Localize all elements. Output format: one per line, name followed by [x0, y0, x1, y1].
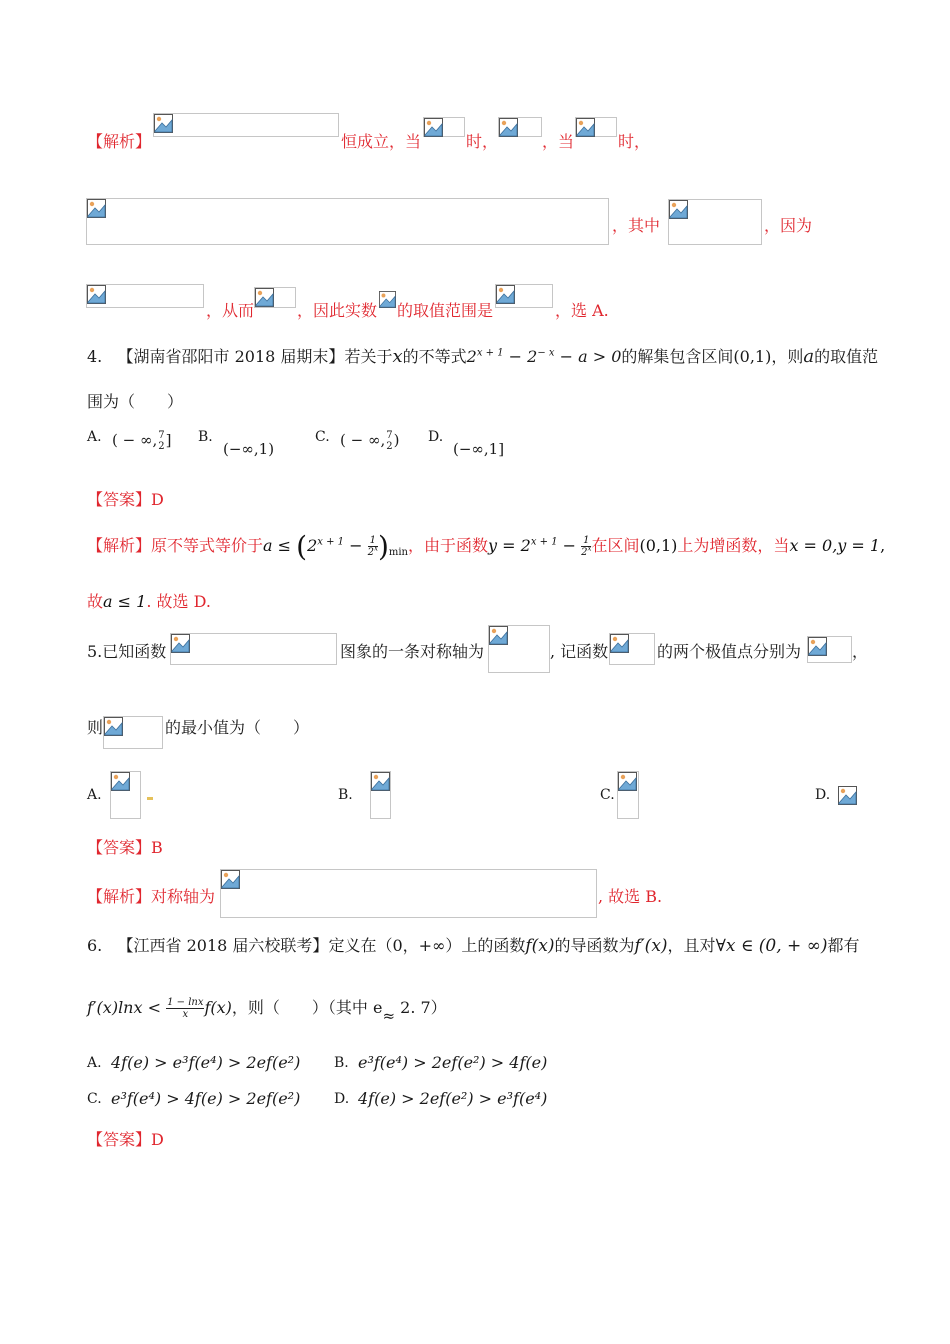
option-c-label: C.	[87, 1091, 102, 1107]
question-6-stem: 6. 【江西省 2018 届六校联考】定义在（0，+∞）上的函数f(x)的导函数为f′(x)，且对∀x ∈ (0, + ∞)都有	[87, 936, 860, 956]
solution-text: ，从而	[206, 301, 255, 320]
option-b-value: (−∞,1)	[223, 440, 275, 458]
broken-image-icon	[104, 717, 123, 736]
function-formula: $y = 2^{x + 1}$ − $\frac{1}{2^x}$	[488, 535, 592, 558]
option-c-label: C.	[600, 787, 615, 803]
broken-image-icon	[808, 637, 827, 656]
solution-text: 时，	[618, 132, 651, 151]
broken-image-icon	[576, 118, 595, 137]
broken-image-icon	[111, 772, 130, 791]
question-5-text: , 记函数	[550, 642, 609, 661]
option-d-value: (−∞,1]	[453, 440, 505, 458]
solution-tag: 【解析】对称轴为	[87, 887, 216, 906]
solution-text: 恒成立，当	[341, 132, 422, 151]
option-d-value: 4f(e) > 2ef(e²) > e³f(e⁴)	[358, 1089, 548, 1108]
broken-image-icon	[424, 118, 443, 137]
broken-image-icon	[221, 870, 240, 889]
question-5-text: 的两个极值点分别为	[657, 642, 802, 661]
broken-image-icon	[379, 291, 396, 308]
solution-tag: 【解析】	[87, 132, 152, 151]
solution-text: 的取值范围是	[397, 301, 494, 320]
option-b-label: B.	[334, 1055, 349, 1071]
broken-image-icon	[255, 288, 274, 307]
broken-image-icon	[669, 200, 688, 219]
option-b-value: e³f(e⁴) > 2ef(e²) > 4f(e)	[358, 1053, 548, 1072]
question-source: 【湖南省邵阳市 2018 届期末】	[117, 347, 345, 366]
formula-image	[86, 198, 609, 245]
option-c-value: ( − ∞, 7 2 )	[340, 430, 400, 452]
question-5-text: 则	[87, 718, 104, 737]
formula-image	[170, 633, 337, 665]
solution-text: ，其中	[612, 216, 661, 235]
option-d-label: D.	[815, 787, 831, 803]
solution-formula: $a \le (2^{x + 1}$ − $\frac{1}{2^x}$ )$_{min}$	[263, 530, 408, 563]
broken-image-icon	[610, 634, 629, 653]
option-a-value: ( − ∞, 7 2 ]	[112, 430, 172, 452]
broken-image-icon	[499, 118, 518, 137]
option-a-label: A.	[87, 787, 102, 803]
broken-image-icon	[154, 114, 173, 133]
option-d-label: D.	[428, 429, 444, 445]
option-a-value: 4f(e) > e³f(e⁴) > 2ef(e²)	[111, 1053, 301, 1072]
solution-text: ，因为	[764, 216, 813, 235]
question-4-stem-cont: 围为（ ）	[87, 392, 184, 411]
broken-image-icon	[618, 772, 637, 791]
broken-image-icon	[838, 786, 857, 805]
formula-image	[220, 869, 597, 918]
broken-image-icon	[371, 772, 390, 791]
broken-image-icon	[87, 285, 106, 304]
question-5-text: 5.已知函数	[87, 642, 167, 661]
option-c-value: e³f(e⁴) > 4f(e) > 2ef(e²)	[111, 1089, 301, 1108]
option-b-label: B.	[198, 429, 213, 445]
question-5-text: 图象的一条对称轴为	[340, 642, 485, 661]
question-number: 6.	[87, 936, 103, 955]
question-number: 4.	[87, 347, 103, 366]
question-4-conclusion: 故a ≤ 1. 故选 D.	[87, 592, 211, 611]
question-4-solution: 【解析】原不等式等价于$a \le (2^{x + 1}$ − $\frac{1}{2^x}$ )$_{min}$，由于函数$y = 2^{x + 1}$ − $\frac{1}{2^x}$ 在区间(0,1)上为增函数，当x = 0,y = 1,	[87, 530, 886, 563]
broken-image-icon	[171, 634, 190, 653]
question-6-condition: f′(x)lnx < $\frac{1 - \ln x}{x}$ f(x)，则（ ）（其中 e≈ 2. 7）	[87, 997, 447, 1025]
option-c-label: C.	[315, 429, 330, 445]
broken-image-icon	[87, 199, 106, 218]
question-source: 【江西省 2018 届六校联考】	[117, 936, 329, 955]
solution-text: ，因此实数	[297, 301, 378, 320]
mark	[147, 797, 153, 800]
inequality-formula: $2^{x + 1} - 2^{- x} - a > 0$	[466, 347, 622, 366]
formula-image	[153, 113, 339, 137]
option-a-label: A.	[87, 1055, 102, 1071]
question-5-text: 的最小值为（ ）	[165, 718, 310, 737]
question-5-text: ，	[852, 642, 869, 661]
question-4-stem: 4. 【湖南省邵阳市 2018 届期末】若关于x的不等式$2^{x + 1} - 2^{- x} - a > 0$的解集包含区间(0,1)，则a的取值范	[87, 346, 879, 367]
broken-image-icon	[496, 285, 515, 304]
answer-label: 【答案】D	[87, 1130, 164, 1149]
option-d-label: D.	[334, 1091, 350, 1107]
solution-text: , 故选 B.	[598, 887, 663, 906]
answer-label: 【答案】D	[87, 490, 164, 509]
option-a-label: A.	[87, 429, 102, 445]
solution-text: 时，	[466, 132, 499, 151]
solution-text: ，选 A.	[555, 301, 609, 320]
option-b-label: B.	[338, 787, 353, 803]
answer-label: 【答案】B	[87, 838, 163, 857]
broken-image-icon	[489, 626, 508, 645]
solution-text: ，当	[542, 132, 575, 151]
